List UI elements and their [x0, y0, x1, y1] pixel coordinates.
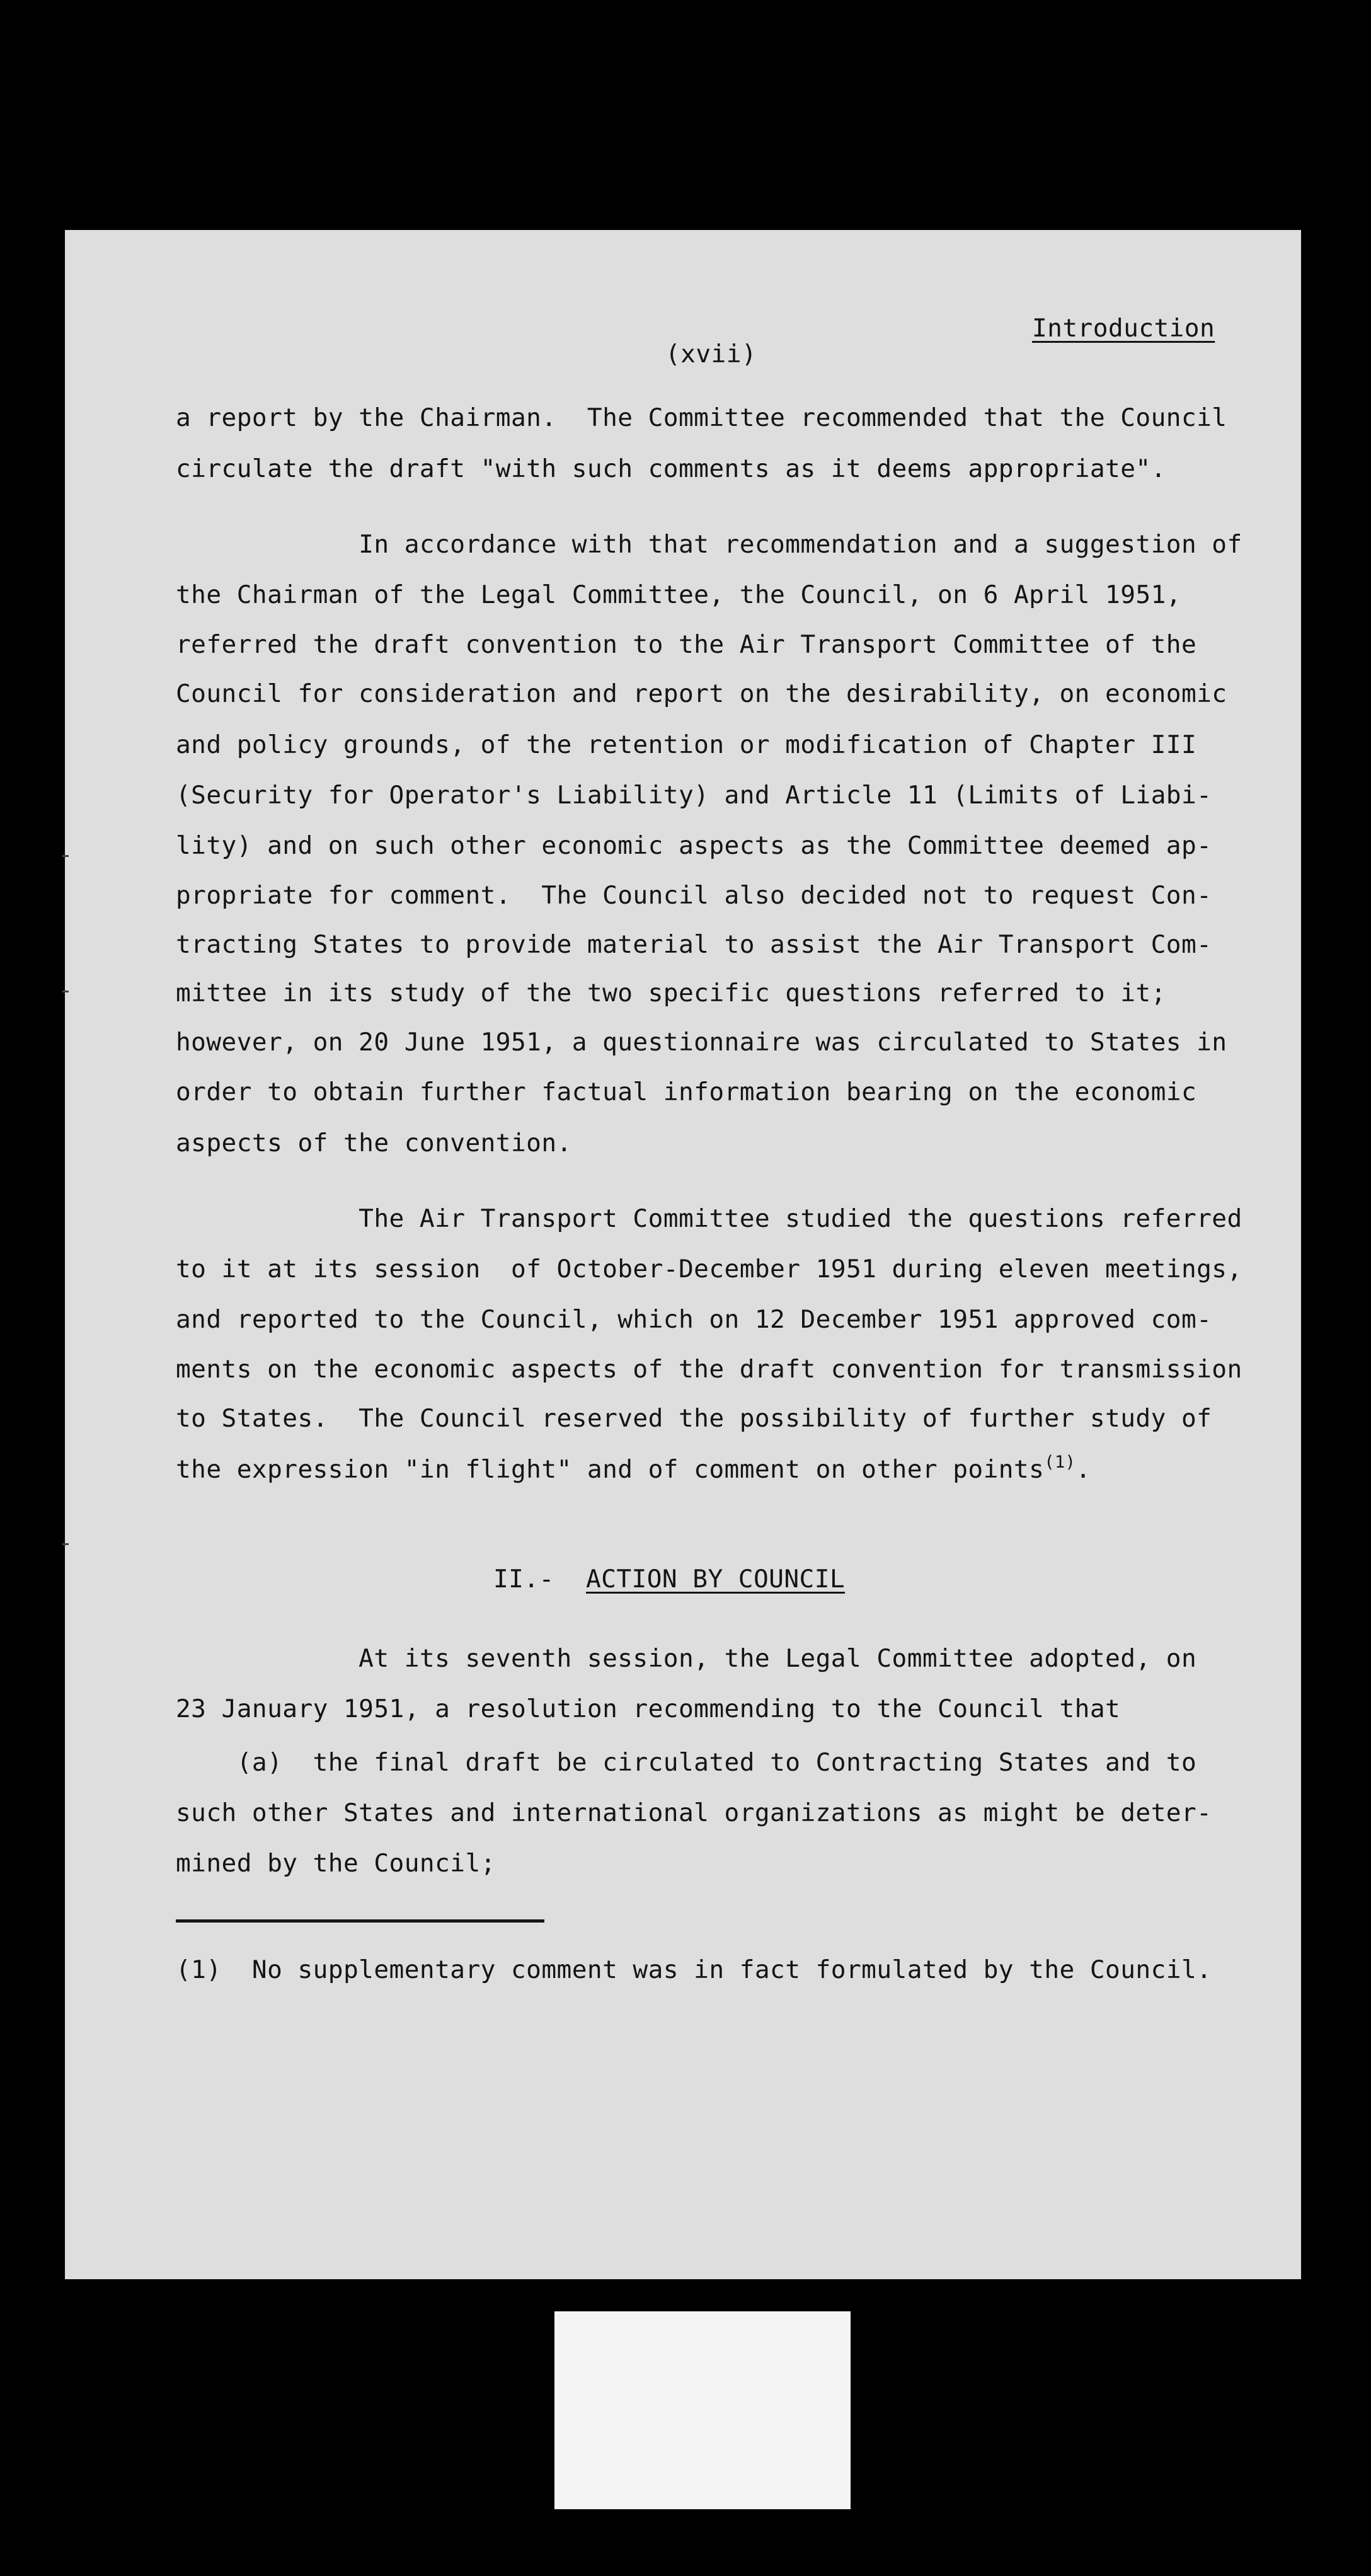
footnote-rule [176, 1919, 544, 1923]
body-line: The Air Transport Committee studied the questions referred [176, 1204, 1242, 1233]
body-line: to it at its session of October-December 1951 during eleven meetings, [176, 1255, 1242, 1284]
body-line: and policy grounds, of the retention or modification of Chapter III [176, 730, 1197, 759]
body-line: (a) the final draft be circulated to Contracting States and to [176, 1748, 1197, 1777]
blank-card [554, 2311, 851, 2509]
body-line: (Security for Operator's Liability) and Article 11 (Limits of Liabi- [176, 781, 1212, 810]
page-number: (xvii) [665, 340, 757, 369]
body-line: to States. The Council reserved the possibility of further study of [176, 1404, 1212, 1433]
body-line: tracting States to provide material to assist the Air Transport Com- [176, 930, 1212, 959]
body-line: the Chairman of the Legal Committee, the Council, on 6 April 1951, [176, 580, 1181, 609]
body-line-with-footnote-ref [176, 1454, 1091, 1488]
body-line: lity) and on such other economic aspects as the Committee deemed ap- [176, 831, 1212, 860]
document-page [65, 230, 1301, 2279]
body-line: circulate the draft "with such comments as it deems appropriate". [176, 454, 1166, 483]
body-line: mined by the Council; [176, 1849, 496, 1878]
body-line: the expression "in flight" and of comment on other points [176, 1455, 1045, 1484]
body-line: At its seventh session, the Legal Committee adopted, on [176, 1644, 1197, 1673]
body-line: such other States and international organizations as might be deter- [176, 1798, 1212, 1827]
footnote-text: (1) No supplementary comment was in fact formulated by the Council. [176, 1955, 1212, 1984]
footnote-ref: (1) [1044, 1452, 1076, 1472]
body-line: mittee in its study of the two specific questions referred to it; [176, 979, 1166, 1008]
final-period: . [1076, 1455, 1091, 1484]
body-line: and reported to the Council, which on 12 December 1951 approved com- [176, 1305, 1212, 1334]
body-line: propriate for comment. The Council also decided not to request Con- [176, 881, 1212, 910]
body-line: 23 January 1951, a resolution recommending to the Council that [176, 1694, 1121, 1723]
section-title: ACTION BY COUNCIL [586, 1565, 846, 1594]
scan-mark [62, 855, 69, 857]
body-line: In accordance with that recommendation and a suggestion of [176, 530, 1242, 559]
body-line: a report by the Chairman. The Committee recommended that the Council [176, 403, 1227, 432]
body-line: aspects of the convention. [176, 1129, 572, 1158]
scan-mark [62, 1543, 69, 1545]
section-header: Introduction [1032, 314, 1215, 343]
body-line: referred the draft convention to the Air Transport Committee of the [176, 630, 1197, 659]
body-line: order to obtain further factual information bearing on the economic [176, 1078, 1197, 1107]
body-line: however, on 20 June 1951, a questionnaire was circulated to States in [176, 1028, 1227, 1057]
body-line: ments on the economic aspects of the draft convention for transmission [176, 1355, 1242, 1384]
scan-mark [62, 991, 69, 992]
section-number: II.- [493, 1565, 554, 1594]
body-line: Council for consideration and report on the desirability, on economic [176, 679, 1227, 708]
